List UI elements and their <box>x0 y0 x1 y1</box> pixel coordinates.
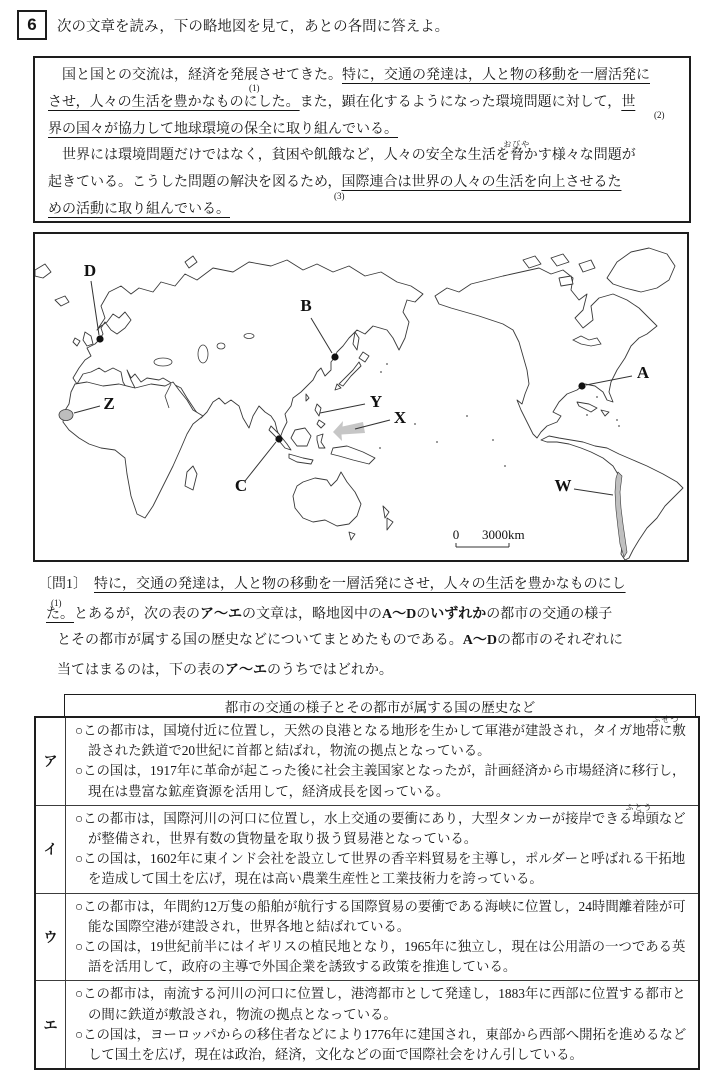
text-segment: た。 <box>46 607 74 622</box>
passage-line <box>48 66 650 85</box>
table-body <box>34 716 700 1070</box>
reference-number: (1) <box>51 598 62 608</box>
text-segment: A～D <box>462 633 497 648</box>
map-label-X: X <box>393 408 407 427</box>
text-segment: 国と国との交流は，経済を発展させてきた。 <box>48 68 342 83</box>
text-segment: された鉄道で20世紀に首都と結ばれ，物流の拠点となっている。 <box>101 743 491 759</box>
text-segment: この都市は，年間約12万隻の船舶が航行する国際貿易の要衝である海峡に位置し，24時間離着陸が可能な国際空港が建設され，世界各地と結ばれている。 <box>83 898 686 934</box>
city-dot-C <box>275 435 282 442</box>
city-dot-D <box>96 335 103 342</box>
row-content <box>66 715 698 805</box>
text-segment: のうちではどれか。 <box>267 663 393 678</box>
row-content <box>66 894 698 981</box>
table-row <box>36 802 698 893</box>
text-segment: ア～エ <box>200 605 242 621</box>
text-segment: いずれか <box>430 605 487 621</box>
text-segment: の文章は，略地図中の <box>242 607 382 622</box>
text-segment: 〔問1〕 <box>38 577 80 592</box>
map-label-Z: Z <box>103 394 115 413</box>
table-header <box>64 694 696 716</box>
leader-line-W <box>574 489 613 495</box>
text-segment: ア～エ <box>225 661 267 677</box>
furigana: ふせつ <box>652 715 680 724</box>
map-scale <box>453 527 525 547</box>
reference-number: (1) <box>249 83 260 93</box>
text-segment: の <box>416 607 431 622</box>
text-segment: させ，人々の生活を豊かなものにした。 <box>48 94 300 110</box>
text-segment: かす様々な問題が <box>523 148 636 164</box>
text-segment: 当てはまるのは，下の表の <box>57 663 225 678</box>
map-label-W: W <box>554 476 572 495</box>
reference-number: (3) <box>334 191 345 201</box>
text-segment: などが整備され，世界有数の貨物量を取り扱う貿易港となっている。 <box>88 810 686 847</box>
arrow-X <box>333 421 365 441</box>
text-segment: この都市は，国境付近に位置し，天然の良港となる地形を生かして軍港が建設され，タイガ地帯に <box>83 723 673 738</box>
row-label: エ <box>36 981 66 1068</box>
instruction-text: 次の文章を読み，下の略地図を見て，あとの各問に答えよ。 <box>57 19 450 35</box>
table-item: ○この国は，19世紀前半にはイギリスの植民地となり，1965年に独立し，現在は公用語の一つである英語を活用して，政府の主導で外国企業を誘致する政策を推進している。 <box>75 939 686 975</box>
leader-line-Y <box>320 404 365 413</box>
region-Z-shade <box>59 410 73 421</box>
table-item: ○この国は，ヨーロッパからの移住者などにより1776年に建国され，東部から西部へ開拓を進めるなどして国土を広げ，現在は政治，経済，文化などの面で国際社会をけん引している。 <box>75 1026 687 1063</box>
text-segment: 埠頭 ふとう <box>625 802 659 826</box>
text-segment: 国際連合は世界の人々の生活を向上させるた <box>341 175 622 191</box>
table-row <box>36 980 698 1068</box>
passage-line <box>48 173 621 192</box>
text-segment: とその都市が属する国の歴史などについてまとめたものである。 <box>57 633 463 648</box>
leader-line-C <box>245 442 276 481</box>
question-line <box>46 603 612 625</box>
table-row <box>36 893 698 981</box>
table-item: ○この都市は，年間約12万隻の船舶が航行する国際貿易の要衝である海峡に位置し，24時間離着陸が可能な国際空港が建設され，世界各地と結ばれている。 <box>75 898 686 934</box>
question1-block <box>38 575 703 687</box>
map-label-B: B <box>300 296 312 315</box>
text-segment: この国は，1602年に東インド会社を設立して世界の香辛料貿易を主導し，ポルダーと呼ばれる干拓地を造成して国土を広げ，現在は高い農業生産性と工業技術力を誇っている。 <box>83 851 686 887</box>
row-label: ウ <box>36 894 66 981</box>
leader-line-D <box>91 281 99 335</box>
text-segment: の都市の交通の様子 <box>486 607 613 622</box>
city-dot-A <box>578 382 585 389</box>
text-segment: この都市は，南流する河川の河口に位置し，港湾都市として発達し，1883年に西部に位置する都市との間に鉄道が敷設され，物流の拠点となっている。 <box>83 986 686 1022</box>
row-content <box>66 802 698 893</box>
row-content <box>66 981 698 1068</box>
table-item: ○この都市は，南流する河川の河口に位置し，港湾都市として発達し，1883年に西部に位置する都市との間に鉄道が敷設され，物流の拠点となっている。 <box>75 986 686 1022</box>
question-number-box <box>17 10 47 40</box>
passage-line <box>48 140 636 165</box>
text-segment: 脅 おびや <box>503 140 531 164</box>
map-label-Y: Y <box>369 392 383 411</box>
table-item: ○この国は，1917年に革命が起こった後に社会主義国家となったが，計画経済から市場経済に移行し，現在は豊富な鉱産資源を活用して，経済成長を図っている。 <box>75 763 686 799</box>
row-label: イ <box>36 806 66 893</box>
question-line <box>38 575 626 595</box>
table-item: ○この都市は，国際河川の河口に位置し，水上交通の要衝にあり，大型タンカーが接岸できる埠頭 ふとう などが整備され，世界有数の貨物量を取り扱う貿易港となっている。 <box>75 802 686 847</box>
question-line <box>57 631 623 651</box>
furigana: ふとう <box>625 802 653 812</box>
passage-line <box>48 120 398 139</box>
text-segment: A～D <box>382 607 417 622</box>
map-label-A: A <box>636 363 650 382</box>
world-map <box>35 234 687 560</box>
text-segment: 敷設 ふせつ <box>88 715 686 759</box>
table-item: ○この国は，1602年に東インド会社を設立して世界の香辛料貿易を主導し，ポルダーと呼ばれる干拓地を造成して国土を広げ，現在は高い農業生産性と工業技術力を誇っている。 <box>75 851 686 887</box>
text-segment <box>80 577 94 592</box>
text-segment: めの活動に取り組んでいる。 <box>48 202 230 217</box>
text-segment: 世界には環境問題だけではなく，貧困や飢餓など，人々の安全な生活を <box>48 148 510 164</box>
table-row <box>36 715 698 805</box>
table-header-text: 都市の交通の様子とその都市が属する国の歴史など <box>224 699 536 715</box>
text-segment: また，顕在化するようになった環境問題に対して， <box>299 94 622 110</box>
question-line <box>57 659 393 681</box>
text-segment: この国は，1917年に革命が起こった後に社会主義国家となったが，計画経済から市場経済に移行し，現在は豊富な鉱産資源を活用して，経済成長を図っている。 <box>83 763 686 799</box>
passage-box <box>33 56 691 223</box>
text-segment: の都市のそれぞれに <box>496 633 623 648</box>
text-segment: 起きている。こうした問題の解決を図るため， <box>48 175 342 191</box>
row-label: ア <box>36 718 66 805</box>
text-segment: 特に，交通の発達は，人と物の移動を一層活発にさせ，人々の生活を豊かなものにし <box>94 577 626 592</box>
reference-number: (2) <box>654 110 665 120</box>
coastlines <box>35 248 683 560</box>
map-label-D: D <box>83 261 97 280</box>
table-item: ○この都市は，国境付近に位置し，天然の良港となる地形を生かして軍港が建設され，タイガ地帯に敷設 ふせつ された鉄道で20世紀に首都と結ばれ，物流の拠点となっている。 <box>75 715 686 759</box>
text-segment: とあるが，次の表の <box>74 607 200 622</box>
scale-zero-label: 0 <box>452 527 460 542</box>
text-segment: 界の国々が協力して地球環境の保全に取り組んでいる。 <box>48 121 398 137</box>
text-segment: この国は，19世紀前半にはイギリスの植民地となり，1965年に独立し，現在は公用語の一つである英語を活用して，政府の主導で外国企業を誘致する政策を推進している。 <box>83 939 686 975</box>
furigana: おびや <box>503 140 531 150</box>
scale-distance-label: 3000km <box>482 527 525 542</box>
passage-line <box>48 93 635 112</box>
text-segment: 世 <box>621 94 636 110</box>
text-segment: この都市は，国際河川の河口に位置し，水上交通の要衝にあり，大型タンカーが接岸できる <box>83 810 633 826</box>
passage-line <box>48 200 230 219</box>
map-box <box>33 232 689 562</box>
text-segment: 特に，交通の発達は，人と物の移動を一層活発に <box>342 68 650 83</box>
question-number: 6 <box>27 15 37 34</box>
city-dot-B <box>331 353 338 360</box>
map-label-C: C <box>234 476 248 495</box>
text-segment: この国は，ヨーロッパからの移住者などにより1776年に建国され，東部から西部へ開拓を進めるなどして国土を広げ，現在は政治，経済，文化などの面で国際社会をけん引している。 <box>83 1026 687 1063</box>
